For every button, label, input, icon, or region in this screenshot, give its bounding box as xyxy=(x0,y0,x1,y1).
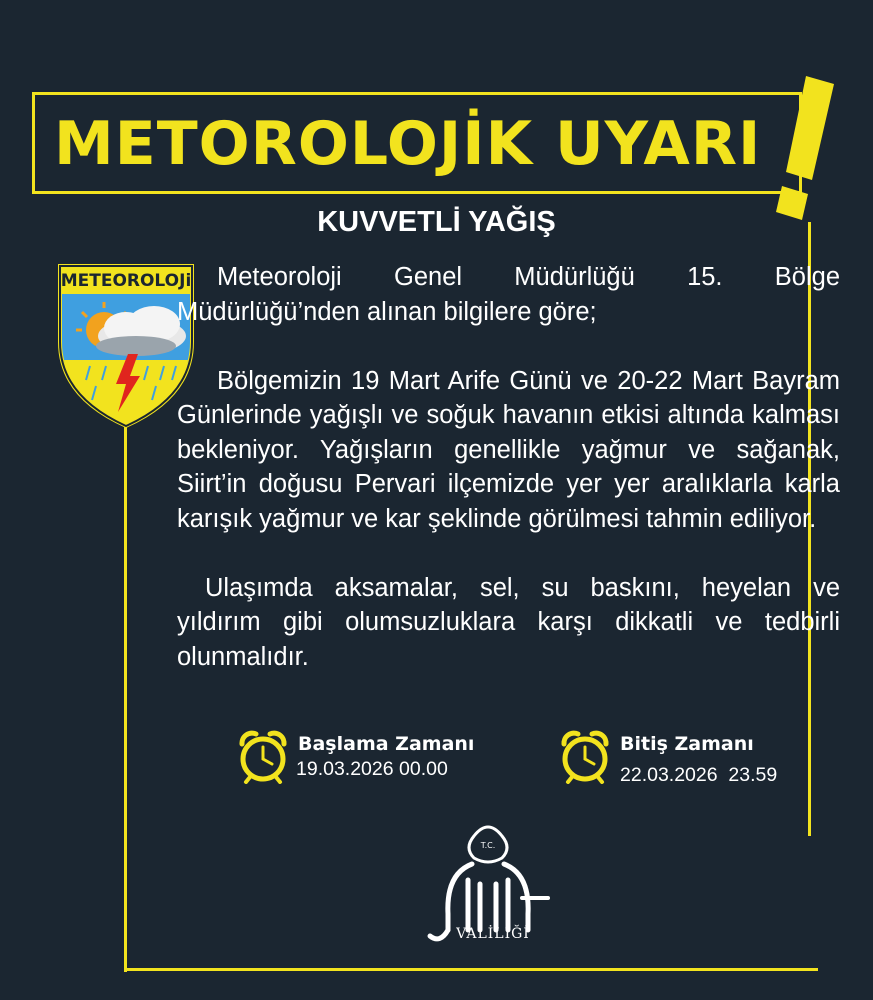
alarm-clock-icon xyxy=(558,730,612,784)
frame-bottom-line xyxy=(124,968,818,971)
warning-body xyxy=(177,260,840,674)
end-time-label: Bitiş Zamanı xyxy=(620,733,754,755)
start-time-value: 19.03.2026 00.00 xyxy=(296,758,448,780)
page-subtitle: KUVVETLİ YAĞIŞ xyxy=(317,206,556,238)
start-time-label: Başlama Zamanı xyxy=(298,733,475,755)
meteoroloji-emblem xyxy=(56,262,196,430)
end-time-value: 22.03.2026 23.59 xyxy=(620,764,778,786)
page-title: METOROLOJİK UYARI xyxy=(54,109,762,179)
emblem-label: METEOROLOJi xyxy=(60,271,192,291)
logo-caption: VALİLİĞİ xyxy=(456,926,530,942)
frame-left-line xyxy=(124,420,127,972)
svg-text:T.C.: T.C. xyxy=(480,841,496,850)
body-paragraph-3: Ulaşımda aksamalar, sel, su baskını, heyelan ve yıldırım gibi olumsuzluklara karşı dikkatli ve tedbirli olunmalıdır. xyxy=(177,573,840,671)
body-paragraph-1: Meteoroloji Genel Müdürlüğü 15. Bölge Müdürlüğü’nden alınan bilgilere göre; xyxy=(177,263,840,326)
alarm-clock-icon xyxy=(236,730,290,784)
body-paragraph-2: Bölgemizin 19 Mart Arife Günü ve 20-22 Mart Bayram Günlerinde yağışlı ve soğuk havanın etkisi altında kalması bekleniyor. Yağışların genellikle yağmur ve sağanak, Siirt’in doğusu Pervari ilçemizde yer yer aralıklarla karla karışık yağmur ve kar şeklinde görülmesi tahmin ediliyor. xyxy=(177,366,840,533)
